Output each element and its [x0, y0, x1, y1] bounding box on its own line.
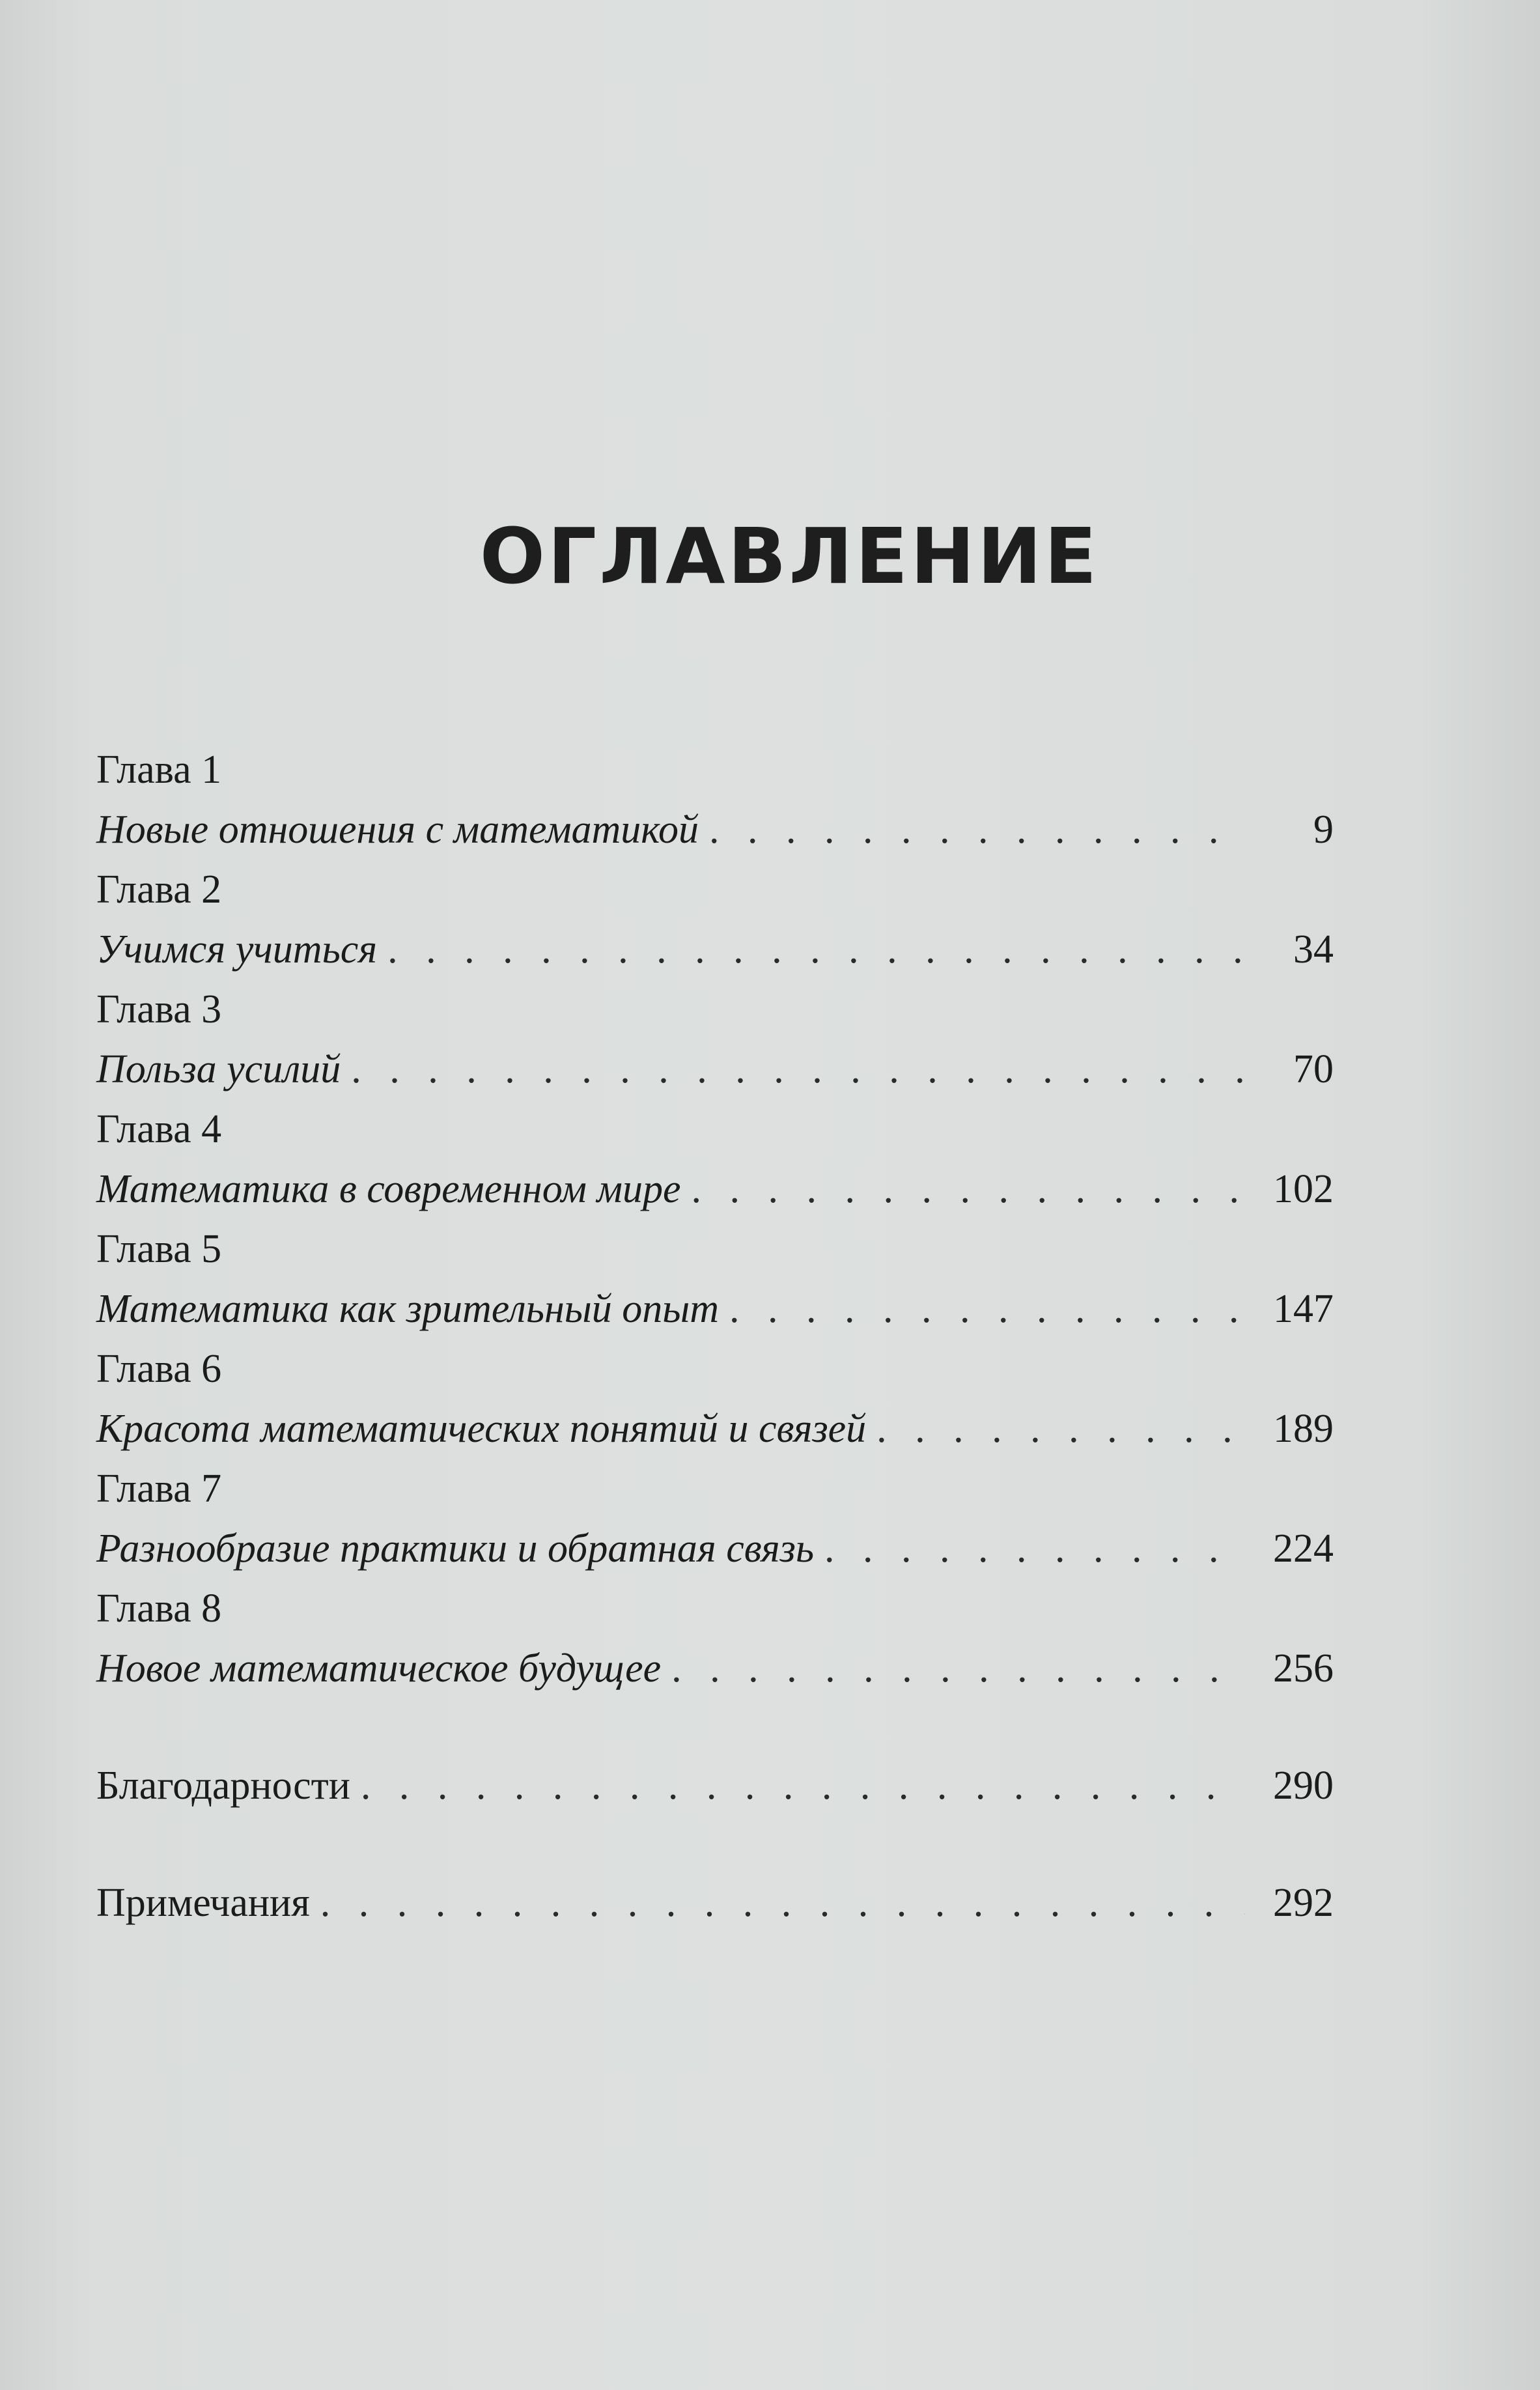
dot-leader [824, 1516, 1245, 1581]
dot-leader [387, 917, 1245, 982]
page-number: 9 [1313, 808, 1334, 852]
toc-row [96, 797, 1334, 862]
page-number: 290 [1273, 1764, 1334, 1808]
toc-entry-chapter-1 [96, 742, 1334, 862]
dot-leader [361, 1753, 1245, 1818]
toc-entry-chapter-6 [96, 1342, 1334, 1461]
chapter-label: Глава 1 [96, 748, 222, 792]
toc-row [96, 1753, 1334, 1818]
chapter-label: Глава 8 [96, 1586, 222, 1631]
toc-entry-chapter-7 [96, 1461, 1334, 1581]
chapter-title: Новое математическое будущее [96, 1646, 662, 1691]
page-title: ОГЛАВЛЕНИЕ [479, 511, 1100, 601]
table-of-contents [96, 742, 1334, 1935]
dot-leader [320, 1870, 1245, 1935]
toc-row [96, 1396, 1334, 1461]
toc-entry-chapter-2 [96, 862, 1334, 982]
chapter-title: Новые отношения с математикой [96, 808, 699, 852]
dot-leader [351, 1037, 1245, 1102]
toc-entry-acknowledgements [96, 1753, 1334, 1818]
chapter-title: Польза усилий [96, 1047, 341, 1091]
spacer [96, 1818, 1334, 1870]
page-number: 256 [1273, 1646, 1334, 1691]
toc-entry-notes [96, 1870, 1334, 1935]
section-title: Благодарности [96, 1764, 350, 1808]
dot-leader [729, 1276, 1245, 1342]
page-number: 34 [1293, 927, 1334, 972]
page-number: 292 [1273, 1881, 1334, 1925]
toc-row [96, 917, 1334, 982]
toc-row [96, 1157, 1334, 1222]
toc-entry-chapter-3 [96, 982, 1334, 1102]
chapter-title: Учимся учиться [96, 927, 378, 972]
toc-row [96, 1516, 1334, 1581]
spacer [96, 1701, 1334, 1753]
chapter-title: Математика как зрительный опыт [96, 1287, 719, 1331]
section-title: Примечания [96, 1881, 310, 1925]
dot-leader [671, 1636, 1245, 1701]
toc-row [96, 1276, 1334, 1342]
toc-row [96, 1037, 1334, 1102]
dot-leader [709, 797, 1245, 862]
page-number: 102 [1273, 1167, 1334, 1211]
page-number: 189 [1273, 1407, 1334, 1451]
toc-entry-chapter-4 [96, 1102, 1334, 1222]
dot-leader [876, 1396, 1245, 1461]
chapter-label: Глава 7 [96, 1467, 222, 1511]
toc-row [96, 1870, 1334, 1935]
page-number: 224 [1273, 1526, 1334, 1571]
toc-entry-chapter-5 [96, 1222, 1334, 1342]
chapter-label: Глава 6 [96, 1347, 222, 1391]
chapter-title: Математика в современном мире [96, 1167, 681, 1211]
chapter-title: Разнообразие практики и обратная связь [96, 1526, 815, 1571]
page-number: 147 [1273, 1287, 1334, 1331]
chapter-label: Глава 4 [96, 1107, 222, 1151]
chapter-label: Глава 2 [96, 867, 222, 912]
toc-entry-chapter-8 [96, 1581, 1334, 1701]
dot-leader [692, 1157, 1246, 1222]
page-number: 70 [1293, 1047, 1334, 1091]
chapter-label: Глава 5 [96, 1227, 222, 1271]
chapter-label: Глава 3 [96, 987, 222, 1032]
chapter-title: Красота математических понятий и связей [96, 1407, 867, 1451]
toc-row [96, 1636, 1334, 1701]
